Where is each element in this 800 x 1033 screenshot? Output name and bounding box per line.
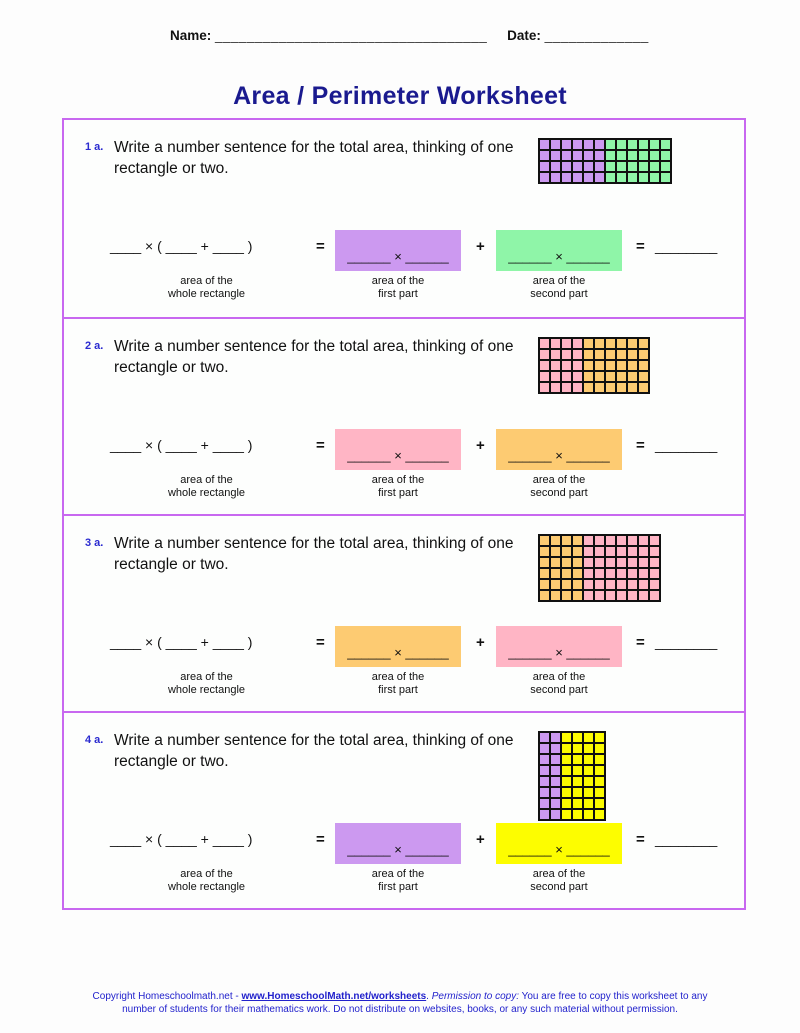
second-part-label: area of the second part xyxy=(530,275,588,300)
second-part-label: area of the second part xyxy=(530,671,588,696)
problem-1 xyxy=(64,120,744,317)
second-part-box[interactable] xyxy=(496,823,622,864)
first-part-label: area of the first part xyxy=(371,474,425,499)
worksheet-box xyxy=(62,118,746,910)
second-part-label: area of the second part xyxy=(530,474,588,499)
second-part-box[interactable] xyxy=(496,230,622,271)
equals-sign: = xyxy=(636,238,645,255)
first-part-blanks: ______ × ______ xyxy=(347,249,449,264)
permission-label: Permission to copy: xyxy=(431,991,519,1002)
copyright-text: Copyright Homeschoolmath.net - xyxy=(92,991,242,1002)
second-part-blanks: ______ × ______ xyxy=(508,249,610,264)
first-part-box[interactable] xyxy=(335,823,461,864)
first-part-label: area of the first part xyxy=(371,275,425,300)
unit-grid xyxy=(538,337,650,394)
unit-grid xyxy=(538,731,606,821)
problem-number: 3 a. xyxy=(85,537,104,549)
second-part-box[interactable] xyxy=(496,626,622,667)
first-part-blanks: ______ × ______ xyxy=(347,842,449,857)
second-part-box[interactable] xyxy=(496,429,622,470)
whole-expression-blanks[interactable]: ____ × ( ____ + ____ ) xyxy=(110,238,253,254)
whole-expression-blanks[interactable]: ____ × ( ____ + ____ ) xyxy=(110,634,253,650)
first-part-label: area of the first part xyxy=(371,671,425,696)
problem-prompt: Write a number sentence for the total area, thinking of one rectangle or two. xyxy=(114,535,514,574)
header-row xyxy=(170,28,649,43)
date-blank-line[interactable]: _____________ xyxy=(544,28,649,43)
whole-expression-blanks[interactable]: ____ × ( ____ + ____ ) xyxy=(110,831,253,847)
problem-prompt: Write a number sentence for the total area, thinking of one rectangle or two. xyxy=(114,139,514,178)
problem-number: 1 a. xyxy=(85,141,104,153)
problem-prompt: Write a number sentence for the total area, thinking of one rectangle or two. xyxy=(114,338,514,377)
plus-sign: + xyxy=(476,634,485,651)
name-label: Name: xyxy=(170,28,212,43)
footer-line2: number of students for their mathematics work. Do not distribute on websites, books, or any such material without permission. xyxy=(122,1004,678,1015)
problem-2 xyxy=(64,317,744,514)
whole-rectangle-label: area of the whole rectangle xyxy=(167,671,246,696)
answer-blank[interactable]: ________ xyxy=(655,437,718,453)
problem-3 xyxy=(64,514,744,711)
date-label: Date: xyxy=(507,28,541,43)
answer-blank[interactable]: ________ xyxy=(655,634,718,650)
first-part-blanks: ______ × ______ xyxy=(347,448,449,463)
problem-4 xyxy=(64,711,744,908)
answer-blank[interactable]: ________ xyxy=(655,831,718,847)
answer-blank[interactable]: ________ xyxy=(655,238,718,254)
first-part-box[interactable] xyxy=(335,230,461,271)
whole-expression-blanks[interactable]: ____ × ( ____ + ____ ) xyxy=(110,437,253,453)
first-part-blanks: ______ × ______ xyxy=(347,645,449,660)
page-title: Area / Perimeter Worksheet xyxy=(233,82,567,110)
second-part-label: area of the second part xyxy=(530,868,588,893)
first-part-box[interactable] xyxy=(335,429,461,470)
second-part-blanks: ______ × ______ xyxy=(508,645,610,660)
problem-number: 2 a. xyxy=(85,340,104,352)
first-part-box[interactable] xyxy=(335,626,461,667)
name-blank-line[interactable]: __________________________________ xyxy=(215,28,488,43)
equals-sign: = xyxy=(636,831,645,848)
equals-sign: = xyxy=(316,634,325,651)
plus-sign: + xyxy=(476,437,485,454)
equals-sign: = xyxy=(316,437,325,454)
footer-copyright: Copyright Homeschoolmath.net - www.HomeschoolMath.net/worksheets. Permission to copy: You are free to copy this worksheet to any number of students for their mathematics work. Do not distribute on websites, books, or any such material without permission. xyxy=(92,991,708,1015)
problem-number: 4 a. xyxy=(85,734,104,746)
whole-rectangle-label: area of the whole rectangle xyxy=(167,868,246,893)
second-part-blanks: ______ × ______ xyxy=(508,448,610,463)
whole-rectangle-label: area of the whole rectangle xyxy=(167,275,246,300)
problem-prompt: Write a number sentence for the total area, thinking of one rectangle or two. xyxy=(114,732,514,771)
second-part-blanks: ______ × ______ xyxy=(508,842,610,857)
equals-sign: = xyxy=(316,831,325,848)
plus-sign: + xyxy=(476,238,485,255)
worksheets-link[interactable]: www.HomeschoolMath.net/worksheets xyxy=(241,991,427,1002)
unit-grid xyxy=(538,534,661,602)
unit-grid xyxy=(538,138,672,184)
first-part-label: area of the first part xyxy=(371,868,425,893)
whole-rectangle-label: area of the whole rectangle xyxy=(167,474,246,499)
equals-sign: = xyxy=(636,437,645,454)
equals-sign: = xyxy=(316,238,325,255)
equals-sign: = xyxy=(636,634,645,651)
plus-sign: + xyxy=(476,831,485,848)
